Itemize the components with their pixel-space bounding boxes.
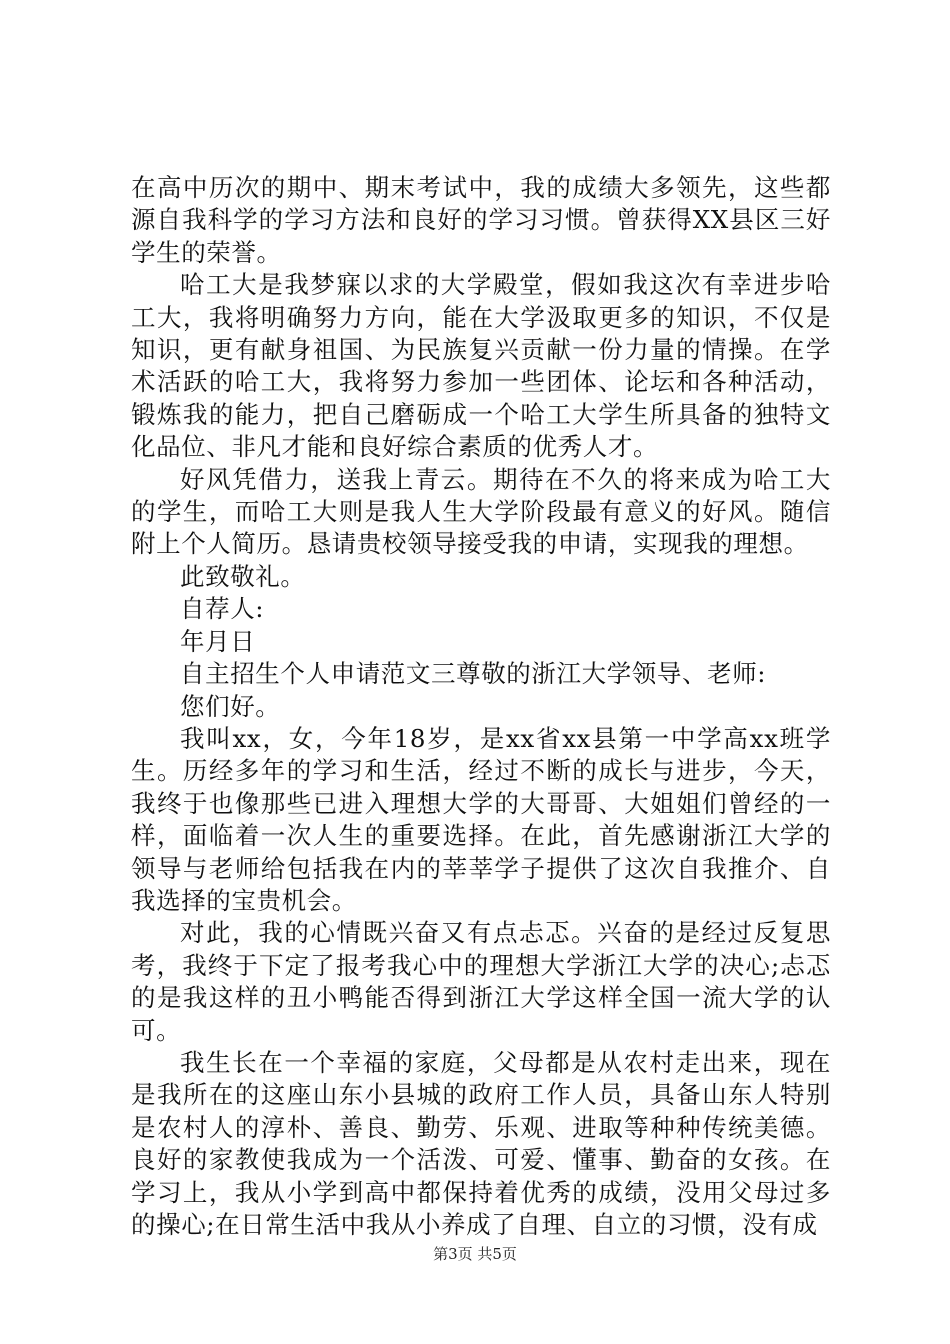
document-body [131, 172, 831, 1241]
paragraph-1: 在高中历次的期中、期末考试中，我的成绩大多领先，这些都源自我科学的学习方法和良好的学习习惯。曾获得XX县区三好学生的荣誉。 [131, 173, 831, 267]
paragraph-family: 我生长在一个幸福的家庭，父母都是从农村走出来，现在是我所在的这座山东小县城的政府工作人员，具备山东人特别是农村人的淳朴、善良、勤劳、乐观、进取等种种传统美德。良好的家教使我成为一个活泼、可爱、懂事、勤奋的女孩。在学习上，我从小学到高中都保持着优秀的成绩，没用父母过多的操心;在日常生活中我从小养成了自理、自立的习惯，没有成 [131, 1047, 831, 1239]
signature-line: 自荐人: [180, 594, 265, 624]
paragraph-2: 哈工大是我梦寐以求的大学殿堂，假如我这次有幸进步哈工大，我将明确努力方向，能在大学汲取更多的知识，不仅是知识，更有献身祖国、为民族复兴贡献一份力量的情操。在学术活跃的哈工大，我将努力参加一些团体、论坛和各种活动，锻炼我的能力，把自己磨砺成一个哈工大学生所具备的独特文化品位、非凡才能和良好综合素质的优秀人才。 [131, 270, 831, 462]
paragraph-3: 好风凭借力，送我上青云。期待在不久的将来成为哈工大的学生，而哈工大则是我人生大学阶段最有意义的好风。随信附上个人简历。恳请贵校领导接受我的申请，实现我的理想。 [131, 464, 831, 559]
section-heading: 自主招生个人申请范文三尊敬的浙江大学领导、老师: [180, 659, 767, 689]
paragraph-intro: 我叫xx，女，今年18岁，是xx省xx县第一中学高xx班学生。历经多年的学习和生活，经过不断的成长与进步，今天，我终于也像那些已进入理想大学的大哥哥、大姐姐们曾经的一样，面临着一次人生的重要选择。在此，首先感谢浙江大学的领导与老师给包括我在内的莘莘学子提供了这次自我推介、自我选择的宝贵机会。 [131, 723, 831, 915]
greeting: 您们好。 [180, 691, 281, 721]
date-line: 年月日 [180, 626, 256, 656]
closing-salutation: 此致敬礼。 [180, 561, 306, 591]
paragraph-feelings: 对此，我的心情既兴奋又有点忐忑。兴奋的是经过反复思考，我终于下定了报考我心中的理想大学浙江大学的决心;忐忑的是我这样的丑小鸭能否得到浙江大学这样全国一流大学的认可。 [131, 918, 831, 1045]
page-number-footer: 第3页 共5页 [433, 1245, 517, 1263]
